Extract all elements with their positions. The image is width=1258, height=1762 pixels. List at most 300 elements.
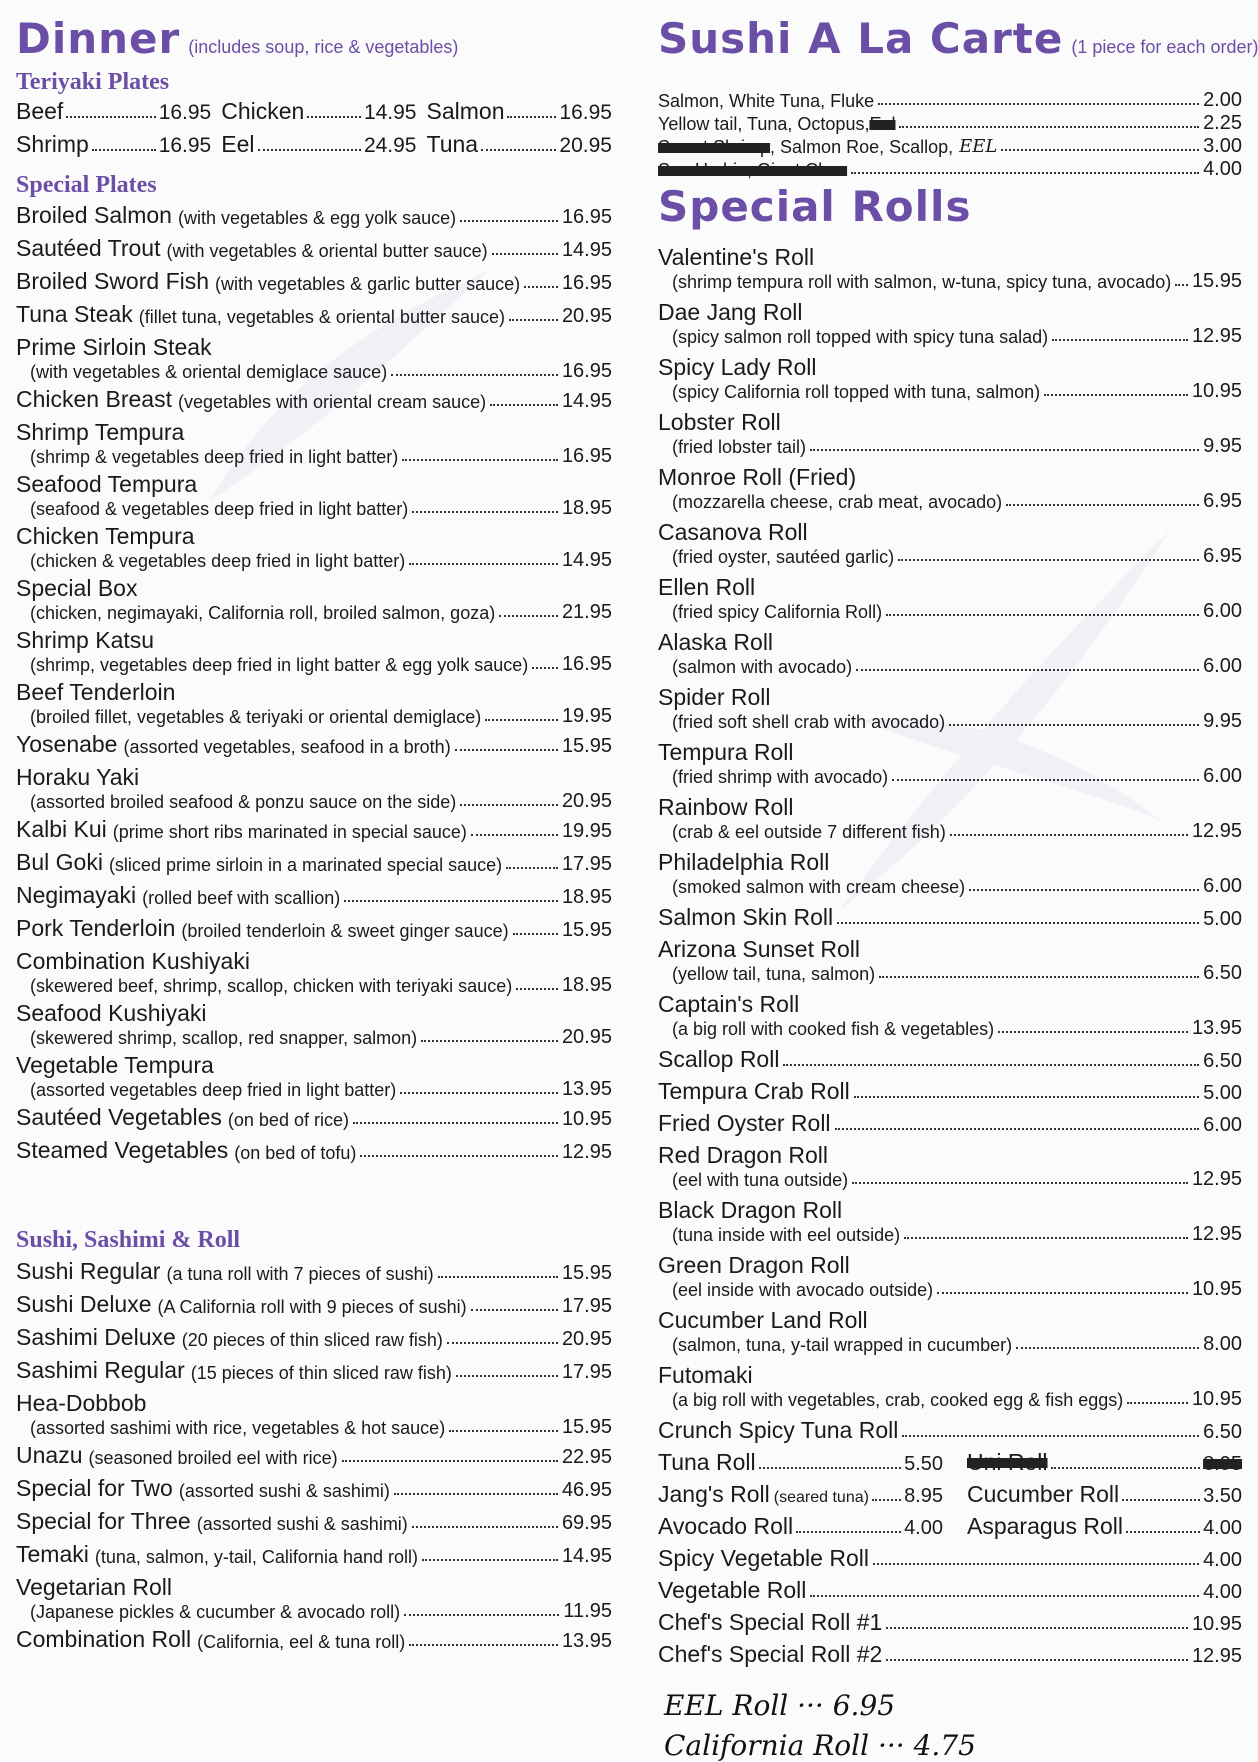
item-name: Captain's Roll bbox=[658, 991, 800, 1017]
item-name: Sashimi Regular bbox=[16, 1357, 185, 1383]
item-price: 10.95 bbox=[1191, 1278, 1242, 1300]
item-name: Fried Oyster Roll bbox=[658, 1110, 831, 1136]
dot-leader bbox=[1001, 149, 1199, 151]
menu-item bbox=[658, 1309, 1242, 1354]
item-name: Kalbi Kui bbox=[16, 816, 107, 842]
item-description: (shrimp, vegetables deep fried in light batter & egg yolk sauce) bbox=[30, 655, 529, 675]
dot-leader bbox=[810, 1595, 1199, 1597]
item-price: 6.50 bbox=[1203, 1050, 1242, 1072]
menu-item bbox=[16, 473, 612, 518]
dot-leader bbox=[506, 867, 558, 869]
item-description: (tuna, salmon, y-tail, California hand roll) bbox=[94, 1547, 418, 1567]
item-description: (broiled tenderloin & sweet ginger sauce) bbox=[181, 921, 509, 941]
item-detail-line bbox=[16, 975, 612, 995]
item-name: Temaki bbox=[16, 1541, 89, 1567]
item-price: 16.95 bbox=[561, 653, 612, 675]
dot-leader bbox=[481, 149, 556, 151]
menu-item bbox=[16, 577, 612, 622]
dot-leader bbox=[447, 1342, 558, 1344]
item-price: 12.95 bbox=[1191, 1223, 1242, 1245]
item-description: (on bed of tofu) bbox=[234, 1143, 357, 1163]
menu-item bbox=[16, 1293, 612, 1316]
item-name: Hea-Dobbob bbox=[16, 1390, 147, 1416]
item-price: 9.95 bbox=[1203, 435, 1242, 457]
item-name: Eel bbox=[221, 131, 255, 157]
item-name: Cucumber Land Roll bbox=[658, 1307, 868, 1333]
item-name: Special Box bbox=[16, 575, 138, 601]
dot-leader bbox=[409, 563, 558, 565]
item-detail-line bbox=[658, 601, 1242, 621]
dot-leader bbox=[412, 511, 558, 513]
dot-leader bbox=[509, 319, 558, 321]
menu-item bbox=[16, 681, 612, 726]
teriyaki-item bbox=[427, 100, 612, 123]
menu-item bbox=[16, 1392, 612, 1437]
item-description: (assorted sushi & sashimi) bbox=[196, 1514, 408, 1534]
split-row bbox=[658, 1483, 1242, 1506]
item-name: Tuna Steak bbox=[16, 301, 133, 327]
item-price: 14.95 bbox=[561, 239, 612, 261]
item-description: (yellow tail, tuna, salmon) bbox=[672, 964, 876, 984]
dot-leader bbox=[856, 669, 1199, 671]
dot-leader bbox=[873, 1563, 1199, 1565]
menu-item bbox=[16, 270, 612, 293]
menu-item bbox=[16, 1628, 612, 1651]
menu-item bbox=[16, 1139, 612, 1162]
item-price: 5.00 bbox=[1203, 1082, 1242, 1104]
item-price: 5.50 bbox=[904, 1453, 943, 1475]
item-name: Uni Roll bbox=[967, 1449, 1048, 1475]
item-price: 69.95 bbox=[561, 1512, 612, 1534]
item-price: 13.95 bbox=[1191, 1017, 1242, 1039]
dot-leader bbox=[400, 1092, 558, 1094]
dot-leader bbox=[886, 614, 1199, 616]
item-price: 4.00 bbox=[1203, 158, 1242, 180]
item-description: (fried lobster tail) bbox=[672, 437, 807, 457]
item-detail-line bbox=[16, 1601, 612, 1621]
item-name: Beef bbox=[16, 98, 64, 124]
item-name: Chicken bbox=[221, 98, 305, 124]
menu-item bbox=[658, 1144, 1242, 1189]
item-description: (seafood & vegetables deep fried in light batter) bbox=[30, 499, 409, 519]
roll-item bbox=[658, 1515, 943, 1538]
item-name: Alaska Roll bbox=[658, 629, 774, 655]
item-price: 15.95 bbox=[561, 1262, 612, 1284]
menu-item bbox=[658, 631, 1242, 676]
item-name: Shrimp Tempura bbox=[16, 419, 185, 445]
item-name: Spider Roll bbox=[658, 684, 771, 710]
item-name: Horaku Yaki bbox=[16, 764, 140, 790]
dot-leader bbox=[837, 922, 1199, 924]
dot-leader bbox=[998, 1031, 1188, 1033]
item-description: (Japanese pickles & cucumber & avocado roll) bbox=[30, 1602, 401, 1622]
menu-item bbox=[16, 766, 612, 811]
menu-item bbox=[16, 525, 612, 570]
item-price: 3.00 bbox=[1203, 135, 1242, 157]
item-name: Salmon bbox=[426, 98, 505, 124]
menu-item bbox=[658, 1364, 1242, 1409]
item-description: (prime short ribs marinated in special sauce) bbox=[112, 822, 467, 842]
item-price: 20.95 bbox=[561, 1026, 612, 1048]
item-detail-line bbox=[16, 706, 612, 726]
item-price: 8.95 bbox=[904, 1485, 943, 1507]
item-detail-line bbox=[16, 446, 612, 466]
item-price: 16.95 bbox=[561, 445, 612, 467]
alacarte-items: Yellow tail, Tuna, Octopus, bbox=[658, 114, 870, 134]
item-description: (fried spicy California Roll) bbox=[672, 602, 883, 622]
dot-leader bbox=[783, 1064, 1199, 1066]
item-name: Special for Three bbox=[16, 1508, 191, 1534]
item-price: 5.00 bbox=[1203, 908, 1242, 930]
item-description: (fried soft shell crab with avocado) bbox=[672, 712, 946, 732]
menu-item bbox=[658, 521, 1242, 566]
teriyaki-item bbox=[221, 100, 416, 123]
item-detail-line bbox=[16, 602, 612, 622]
item-price: 6.95 bbox=[1203, 490, 1242, 512]
roll-item bbox=[967, 1451, 1242, 1474]
dot-leader bbox=[899, 126, 1199, 128]
item-name: Shrimp Katsu bbox=[16, 627, 155, 653]
item-description: (a big roll with vegetables, crab, cooked egg & fish eggs) bbox=[672, 1390, 1124, 1410]
item-price: 20.95 bbox=[561, 305, 612, 327]
dot-leader bbox=[449, 1430, 558, 1432]
item-description: (skewered shrimp, scallop, red snapper, salmon) bbox=[30, 1028, 418, 1048]
item-price: 10.95 bbox=[561, 1108, 612, 1130]
teriyaki-row bbox=[16, 133, 612, 156]
item-name: Steamed Vegetables bbox=[16, 1137, 229, 1163]
dot-leader bbox=[66, 116, 155, 118]
item-description: (15 pieces of thin sliced raw fish) bbox=[190, 1363, 452, 1383]
item-name: Arizona Sunset Roll bbox=[658, 936, 860, 962]
dot-leader bbox=[949, 724, 1199, 726]
item-name: Tempura Crab Roll bbox=[658, 1078, 850, 1104]
item-name: Philadelphia Roll bbox=[658, 849, 830, 875]
item-detail-line bbox=[658, 821, 1242, 841]
item-price: 15.95 bbox=[561, 1416, 612, 1438]
dot-leader bbox=[1127, 1402, 1188, 1404]
item-description: (assorted broiled seafood & ponzu sauce on the side) bbox=[30, 792, 457, 812]
item-price: 4.00 bbox=[1203, 1581, 1242, 1603]
item-detail-line bbox=[658, 1224, 1242, 1244]
dot-leader bbox=[516, 988, 558, 990]
item-description: (20 pieces of thin sliced raw fish) bbox=[181, 1330, 443, 1350]
item-description: (with vegetables & egg yolk sauce) bbox=[177, 208, 457, 228]
dot-leader bbox=[353, 1122, 558, 1124]
item-price: 18.95 bbox=[561, 886, 612, 908]
item-description: (shrimp tempura roll with salmon, w-tuna, spicy tuna, avocado) bbox=[672, 272, 1172, 292]
item-detail-line bbox=[658, 1018, 1242, 1038]
dot-leader bbox=[854, 1096, 1199, 1098]
item-name: Jang's Roll bbox=[658, 1481, 770, 1507]
item-price: 10.95 bbox=[1191, 1388, 1242, 1410]
item-name: Cucumber Roll bbox=[967, 1481, 1120, 1507]
alacarte-row bbox=[658, 136, 1242, 156]
item-name: Broiled Sword Fish bbox=[16, 268, 210, 294]
item-description: (assorted vegetables, seafood in a broth) bbox=[123, 737, 451, 757]
dot-leader bbox=[886, 1627, 1188, 1629]
item-price: 18.95 bbox=[561, 497, 612, 519]
item-detail-line bbox=[658, 271, 1242, 291]
menu-item bbox=[658, 1547, 1242, 1570]
dot-leader bbox=[421, 1040, 558, 1042]
menu-item bbox=[658, 1419, 1242, 1442]
item-detail-line bbox=[16, 1079, 612, 1099]
item-price: 6.50 bbox=[1203, 962, 1242, 984]
item-price: 2.00 bbox=[1203, 89, 1242, 111]
item-detail-line bbox=[658, 436, 1242, 456]
handwritten-line: EEL Roll ··· 6.95 bbox=[664, 1689, 896, 1722]
dot-leader bbox=[1122, 1499, 1200, 1501]
item-description: (seared tuna) bbox=[773, 1489, 869, 1506]
dot-leader bbox=[485, 719, 558, 721]
item-name: Combination Kushiyaki bbox=[16, 948, 250, 974]
dot-leader bbox=[852, 1182, 1188, 1184]
alacarte-note: (1 piece for each order) bbox=[1071, 37, 1258, 57]
dot-leader bbox=[342, 1460, 558, 1462]
item-price: 17.95 bbox=[561, 1295, 612, 1317]
menu-item bbox=[16, 629, 612, 674]
dot-leader bbox=[937, 1292, 1188, 1294]
dot-leader bbox=[412, 1526, 558, 1528]
item-price: 6.50 bbox=[1203, 1421, 1242, 1443]
handwritten-line: California Roll ··· 4.75 bbox=[664, 1729, 976, 1762]
dot-leader bbox=[886, 1659, 1188, 1661]
item-price: 16.95 bbox=[561, 272, 612, 294]
item-description: (salmon with avocado) bbox=[672, 657, 853, 677]
menu-item bbox=[658, 938, 1242, 983]
alacarte-items: , Salmon Roe, Scallop, bbox=[770, 137, 954, 157]
menu-item bbox=[658, 466, 1242, 511]
dot-leader bbox=[460, 220, 558, 222]
item-detail-line bbox=[658, 381, 1242, 401]
item-detail-line bbox=[658, 1334, 1242, 1354]
item-name: Lobster Roll bbox=[658, 409, 781, 435]
menu-item bbox=[658, 301, 1242, 346]
item-price: 10.95 bbox=[1191, 380, 1242, 402]
item-description: (vegetables with oriental cream sauce) bbox=[177, 392, 487, 412]
item-detail-line bbox=[658, 546, 1242, 566]
item-price: 13.95 bbox=[561, 1630, 612, 1652]
dot-leader bbox=[532, 667, 558, 669]
struck-item: Eel bbox=[869, 114, 896, 134]
menu-item bbox=[16, 1002, 612, 1047]
item-price: 6.95 bbox=[1203, 545, 1242, 567]
dot-leader bbox=[492, 253, 558, 255]
dot-leader bbox=[892, 779, 1199, 781]
struck-item: Sea Urchin, Giant Clam bbox=[658, 160, 848, 180]
item-detail-line bbox=[16, 498, 612, 518]
item-detail-line bbox=[16, 550, 612, 570]
item-price: 16.95 bbox=[158, 134, 212, 157]
item-description: (smoked salmon with cream cheese) bbox=[672, 877, 966, 897]
menu-item bbox=[16, 1359, 612, 1382]
item-description: (assorted vegetables deep fried in light batter) bbox=[30, 1080, 397, 1100]
dot-leader bbox=[422, 1559, 558, 1561]
item-detail-line bbox=[16, 654, 612, 674]
item-name: Spicy Lady Roll bbox=[658, 354, 817, 380]
dot-leader bbox=[898, 559, 1199, 561]
dot-leader bbox=[950, 834, 1188, 836]
menu-item bbox=[16, 1477, 612, 1500]
item-price: 6.00 bbox=[1203, 875, 1242, 897]
item-detail-line bbox=[658, 766, 1242, 786]
alacarte-row bbox=[658, 113, 1242, 133]
teriyaki-row bbox=[16, 100, 612, 123]
item-price: 15.95 bbox=[1191, 270, 1242, 292]
roll-item bbox=[658, 1483, 943, 1506]
item-price: 20.95 bbox=[561, 790, 612, 812]
item-name: Negimayaki bbox=[16, 882, 137, 908]
item-price: 6.00 bbox=[1203, 1114, 1242, 1136]
teriyaki-item bbox=[16, 133, 211, 156]
dot-leader bbox=[507, 116, 556, 118]
sushi-heading: Sushi, Sashimi & Roll bbox=[16, 1227, 241, 1253]
menu-item bbox=[16, 1543, 612, 1566]
item-detail-line bbox=[658, 876, 1242, 896]
item-name: Spicy Vegetable Roll bbox=[658, 1545, 869, 1571]
item-description: (salmon, tuna, y-tail wrapped in cucumber) bbox=[672, 1335, 1013, 1355]
item-price: 6.00 bbox=[1203, 765, 1242, 787]
item-detail-line bbox=[16, 361, 612, 381]
item-price: 3.50 bbox=[1203, 1485, 1242, 1507]
handwritten-note: EEL bbox=[959, 136, 998, 157]
item-description: (fried oyster, sautéed garlic) bbox=[672, 547, 895, 567]
dot-leader bbox=[872, 1499, 901, 1501]
item-description: (on bed of rice) bbox=[227, 1110, 349, 1130]
roll-item bbox=[967, 1515, 1242, 1538]
item-name: Broiled Salmon bbox=[16, 202, 172, 228]
item-description: (broiled fillet, vegetables & teriyaki or oriental demiglace) bbox=[30, 707, 482, 727]
item-detail-line bbox=[658, 711, 1242, 731]
item-description: (seasoned broiled eel with rice) bbox=[88, 1448, 338, 1468]
menu-item bbox=[16, 1106, 612, 1129]
item-price: 16.95 bbox=[561, 360, 612, 382]
menu-item bbox=[16, 204, 612, 227]
dot-leader bbox=[456, 1375, 558, 1377]
item-description: (shrimp & vegetables deep fried in light batter) bbox=[30, 447, 399, 467]
item-detail-line bbox=[658, 1389, 1242, 1409]
menu-item bbox=[658, 1611, 1242, 1634]
item-description: (fillet tuna, vegetables & oriental butter sauce) bbox=[138, 307, 505, 327]
item-price: 21.95 bbox=[561, 601, 612, 623]
item-name: Valentine's Roll bbox=[658, 244, 815, 270]
dot-leader bbox=[878, 103, 1199, 105]
item-name: Scallop Roll bbox=[658, 1046, 780, 1072]
item-price: 16.95 bbox=[158, 101, 212, 124]
item-name: Vegetable Tempura bbox=[16, 1052, 214, 1078]
dot-leader bbox=[402, 459, 558, 461]
menu-item bbox=[16, 851, 612, 874]
item-name: Chicken Tempura bbox=[16, 523, 195, 549]
menu-item bbox=[16, 818, 612, 841]
item-price: 20.95 bbox=[561, 1328, 612, 1350]
item-name: Dae Jang Roll bbox=[658, 299, 803, 325]
dot-leader bbox=[810, 449, 1199, 451]
item-name: Ellen Roll bbox=[658, 574, 756, 600]
item-price: 20.95 bbox=[559, 134, 612, 157]
item-price: 17.95 bbox=[561, 853, 612, 875]
item-price: 19.95 bbox=[561, 820, 612, 842]
item-description: (a big roll with cooked fish & vegetables) bbox=[672, 1019, 995, 1039]
dot-leader bbox=[835, 1128, 1200, 1130]
item-price: 19.95 bbox=[561, 705, 612, 727]
item-name: Asparagus Roll bbox=[967, 1513, 1123, 1539]
item-price: 12.95 bbox=[1191, 820, 1242, 842]
item-description: (spicy salmon roll topped with spicy tuna salad) bbox=[672, 327, 1049, 347]
item-price: 15.95 bbox=[561, 735, 612, 757]
menu-item bbox=[658, 993, 1242, 1038]
dot-leader bbox=[394, 1493, 558, 1495]
item-price: 14.95 bbox=[561, 549, 612, 571]
item-price: 11.95 bbox=[563, 1600, 612, 1622]
special-rolls-title: Special Rolls bbox=[658, 182, 972, 231]
dot-leader bbox=[1175, 284, 1188, 286]
item-price: 6.00 bbox=[1203, 600, 1242, 622]
menu-item bbox=[658, 1048, 1242, 1071]
dot-leader bbox=[902, 1435, 1199, 1437]
menu-item bbox=[658, 796, 1242, 841]
item-name: Pork Tenderloin bbox=[16, 915, 176, 941]
menu-item bbox=[16, 1576, 612, 1621]
item-name: Vegetable Roll bbox=[658, 1577, 807, 1603]
item-name: Black Dragon Roll bbox=[658, 1197, 843, 1223]
item-price: 12.95 bbox=[1191, 1645, 1242, 1667]
menu-item bbox=[658, 1254, 1242, 1299]
item-price: 12.95 bbox=[1191, 325, 1242, 347]
item-name: Vegetarian Roll bbox=[16, 1574, 172, 1600]
menu-item bbox=[16, 336, 612, 381]
item-name: Sushi Deluxe bbox=[16, 1291, 152, 1317]
dot-leader bbox=[879, 976, 1199, 978]
item-name: Sautéed Vegetables bbox=[16, 1104, 222, 1130]
item-price: 4.00 bbox=[1203, 1517, 1242, 1539]
item-name: Monroe Roll (Fried) bbox=[658, 464, 857, 490]
item-price: 16.95 bbox=[559, 101, 612, 124]
item-description: (eel inside with avocado outside) bbox=[672, 1280, 934, 1300]
item-name: Chef's Special Roll #2 bbox=[658, 1641, 883, 1667]
item-price: 18.95 bbox=[561, 974, 612, 996]
item-description: (chicken & vegetables deep fried in light batter) bbox=[30, 551, 406, 571]
item-description: (skewered beef, shrimp, scallop, chicken with teriyaki sauce) bbox=[30, 976, 513, 996]
item-name: Casanova Roll bbox=[658, 519, 808, 545]
dot-leader bbox=[851, 172, 1199, 174]
item-description: (with vegetables & oriental demiglace sauce) bbox=[30, 362, 388, 382]
item-description: (with vegetables & garlic butter sauce) bbox=[215, 274, 521, 294]
menu-item bbox=[658, 576, 1242, 621]
item-name: Red Dragon Roll bbox=[658, 1142, 829, 1168]
menu-item bbox=[658, 686, 1242, 731]
item-description: (California, eel & tuna roll) bbox=[197, 1632, 406, 1652]
item-description: (assorted sushi & sashimi) bbox=[178, 1481, 390, 1501]
item-name: Bul Goki bbox=[16, 849, 103, 875]
item-name: Chicken Breast bbox=[16, 386, 172, 412]
special-plates-heading: Special Plates bbox=[16, 172, 157, 198]
menu-item bbox=[16, 388, 612, 411]
dot-leader bbox=[1044, 394, 1188, 396]
item-name: Tempura Roll bbox=[658, 739, 794, 765]
item-name: Crunch Spicy Tuna Roll bbox=[658, 1417, 899, 1443]
dot-leader bbox=[490, 404, 558, 406]
item-description: (A California roll with 9 pieces of sushi) bbox=[157, 1297, 467, 1317]
item-name: Sautéed Trout bbox=[16, 235, 161, 261]
item-description: (crab & eel outside 7 different fish) bbox=[672, 822, 946, 842]
dot-leader bbox=[904, 1237, 1188, 1239]
alacarte-row bbox=[658, 159, 1242, 179]
dot-leader bbox=[258, 149, 361, 151]
dinner-title: Dinner (includes soup, rice & vegetables) bbox=[16, 14, 459, 63]
teriyaki-item bbox=[427, 133, 612, 156]
item-name: Green Dragon Roll bbox=[658, 1252, 850, 1278]
